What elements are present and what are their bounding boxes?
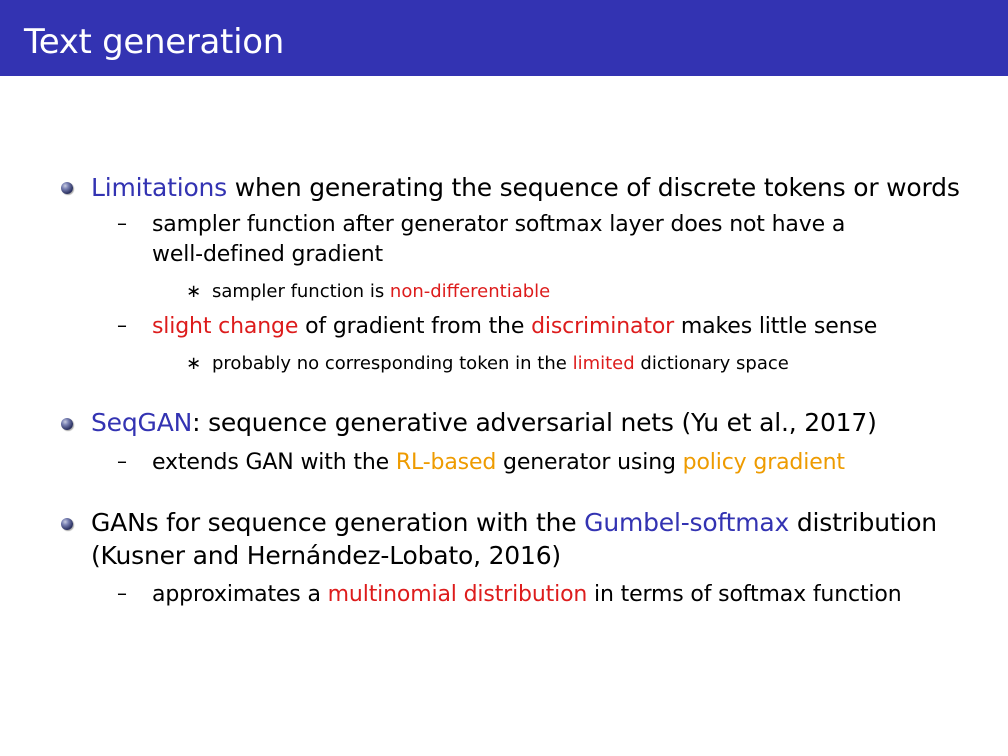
subitem-highlight: limited (572, 353, 635, 374)
bullet-3-sub-1 (152, 580, 901, 610)
bullet-2-text: : sequence generative adversarial nets (Yu et al., 2017) (192, 408, 877, 437)
sub-text-1: extends GAN with the (152, 450, 396, 475)
bullet-1-sub-1-line-1: sampler function after generator softmax layer does not have a (152, 212, 846, 237)
bullet-1 (91, 172, 960, 204)
bullet-3-text-1: GANs for sequence generation with the (91, 508, 585, 537)
subitem-highlight: non-differentiable (389, 281, 551, 302)
bullet-3-text-2: distribution (789, 508, 937, 537)
bullet-ball-icon (61, 182, 73, 194)
sub-2-highlight-2: discriminator (531, 314, 675, 339)
sub-text-1: approximates a (152, 582, 328, 607)
sub-text-2: in terms of softmax function (587, 582, 902, 607)
bullet-1-sub-1-subitem (212, 280, 550, 304)
bullet-1-text: when generating the sequence of discrete tokens or words (227, 173, 960, 202)
sub-highlight-2: policy gradient (682, 450, 845, 475)
dash-icon: – (117, 449, 127, 473)
slide-title: Text generation (24, 22, 284, 62)
subitem-text: sampler function is (212, 281, 390, 302)
sub-2-text-1: of gradient from the (298, 314, 532, 339)
title-bar (0, 0, 1008, 76)
bullet-2 (91, 407, 877, 439)
bullet-1-sub-1-line-2: well-defined gradient (152, 242, 384, 267)
dash-icon: – (117, 581, 127, 605)
star-icon: ∗ (186, 281, 202, 302)
sub-highlight: multinomial distribution (327, 582, 588, 607)
bullet-3-highlight: Gumbel-softmax (584, 508, 790, 537)
bullet-3-line-1 (91, 507, 937, 539)
star-icon: ∗ (186, 353, 202, 374)
sub-2-highlight-1: slight change (152, 314, 299, 339)
bullet-2-sub-1 (152, 448, 845, 478)
bullet-2-highlight: SeqGAN (91, 408, 193, 437)
dash-icon: – (117, 313, 127, 337)
subitem-text: probably no corresponding token in the (212, 353, 573, 374)
sub-highlight-1: RL-based (395, 450, 497, 475)
bullet-3-line-2: (Kusner and Hernández-Lobato, 2016) (91, 541, 561, 570)
subitem-text-post: dictionary space (634, 353, 789, 374)
bullet-ball-icon (61, 418, 73, 430)
bullet-1-sub-2-subitem (212, 352, 789, 376)
sub-2-text-2: makes little sense (674, 314, 878, 339)
bullet-1-highlight: Limitations (91, 173, 228, 202)
bullet-1-sub-2 (152, 312, 877, 342)
dash-icon: – (117, 211, 127, 235)
sub-text-2: generator using (496, 450, 683, 475)
bullet-ball-icon (61, 518, 73, 530)
